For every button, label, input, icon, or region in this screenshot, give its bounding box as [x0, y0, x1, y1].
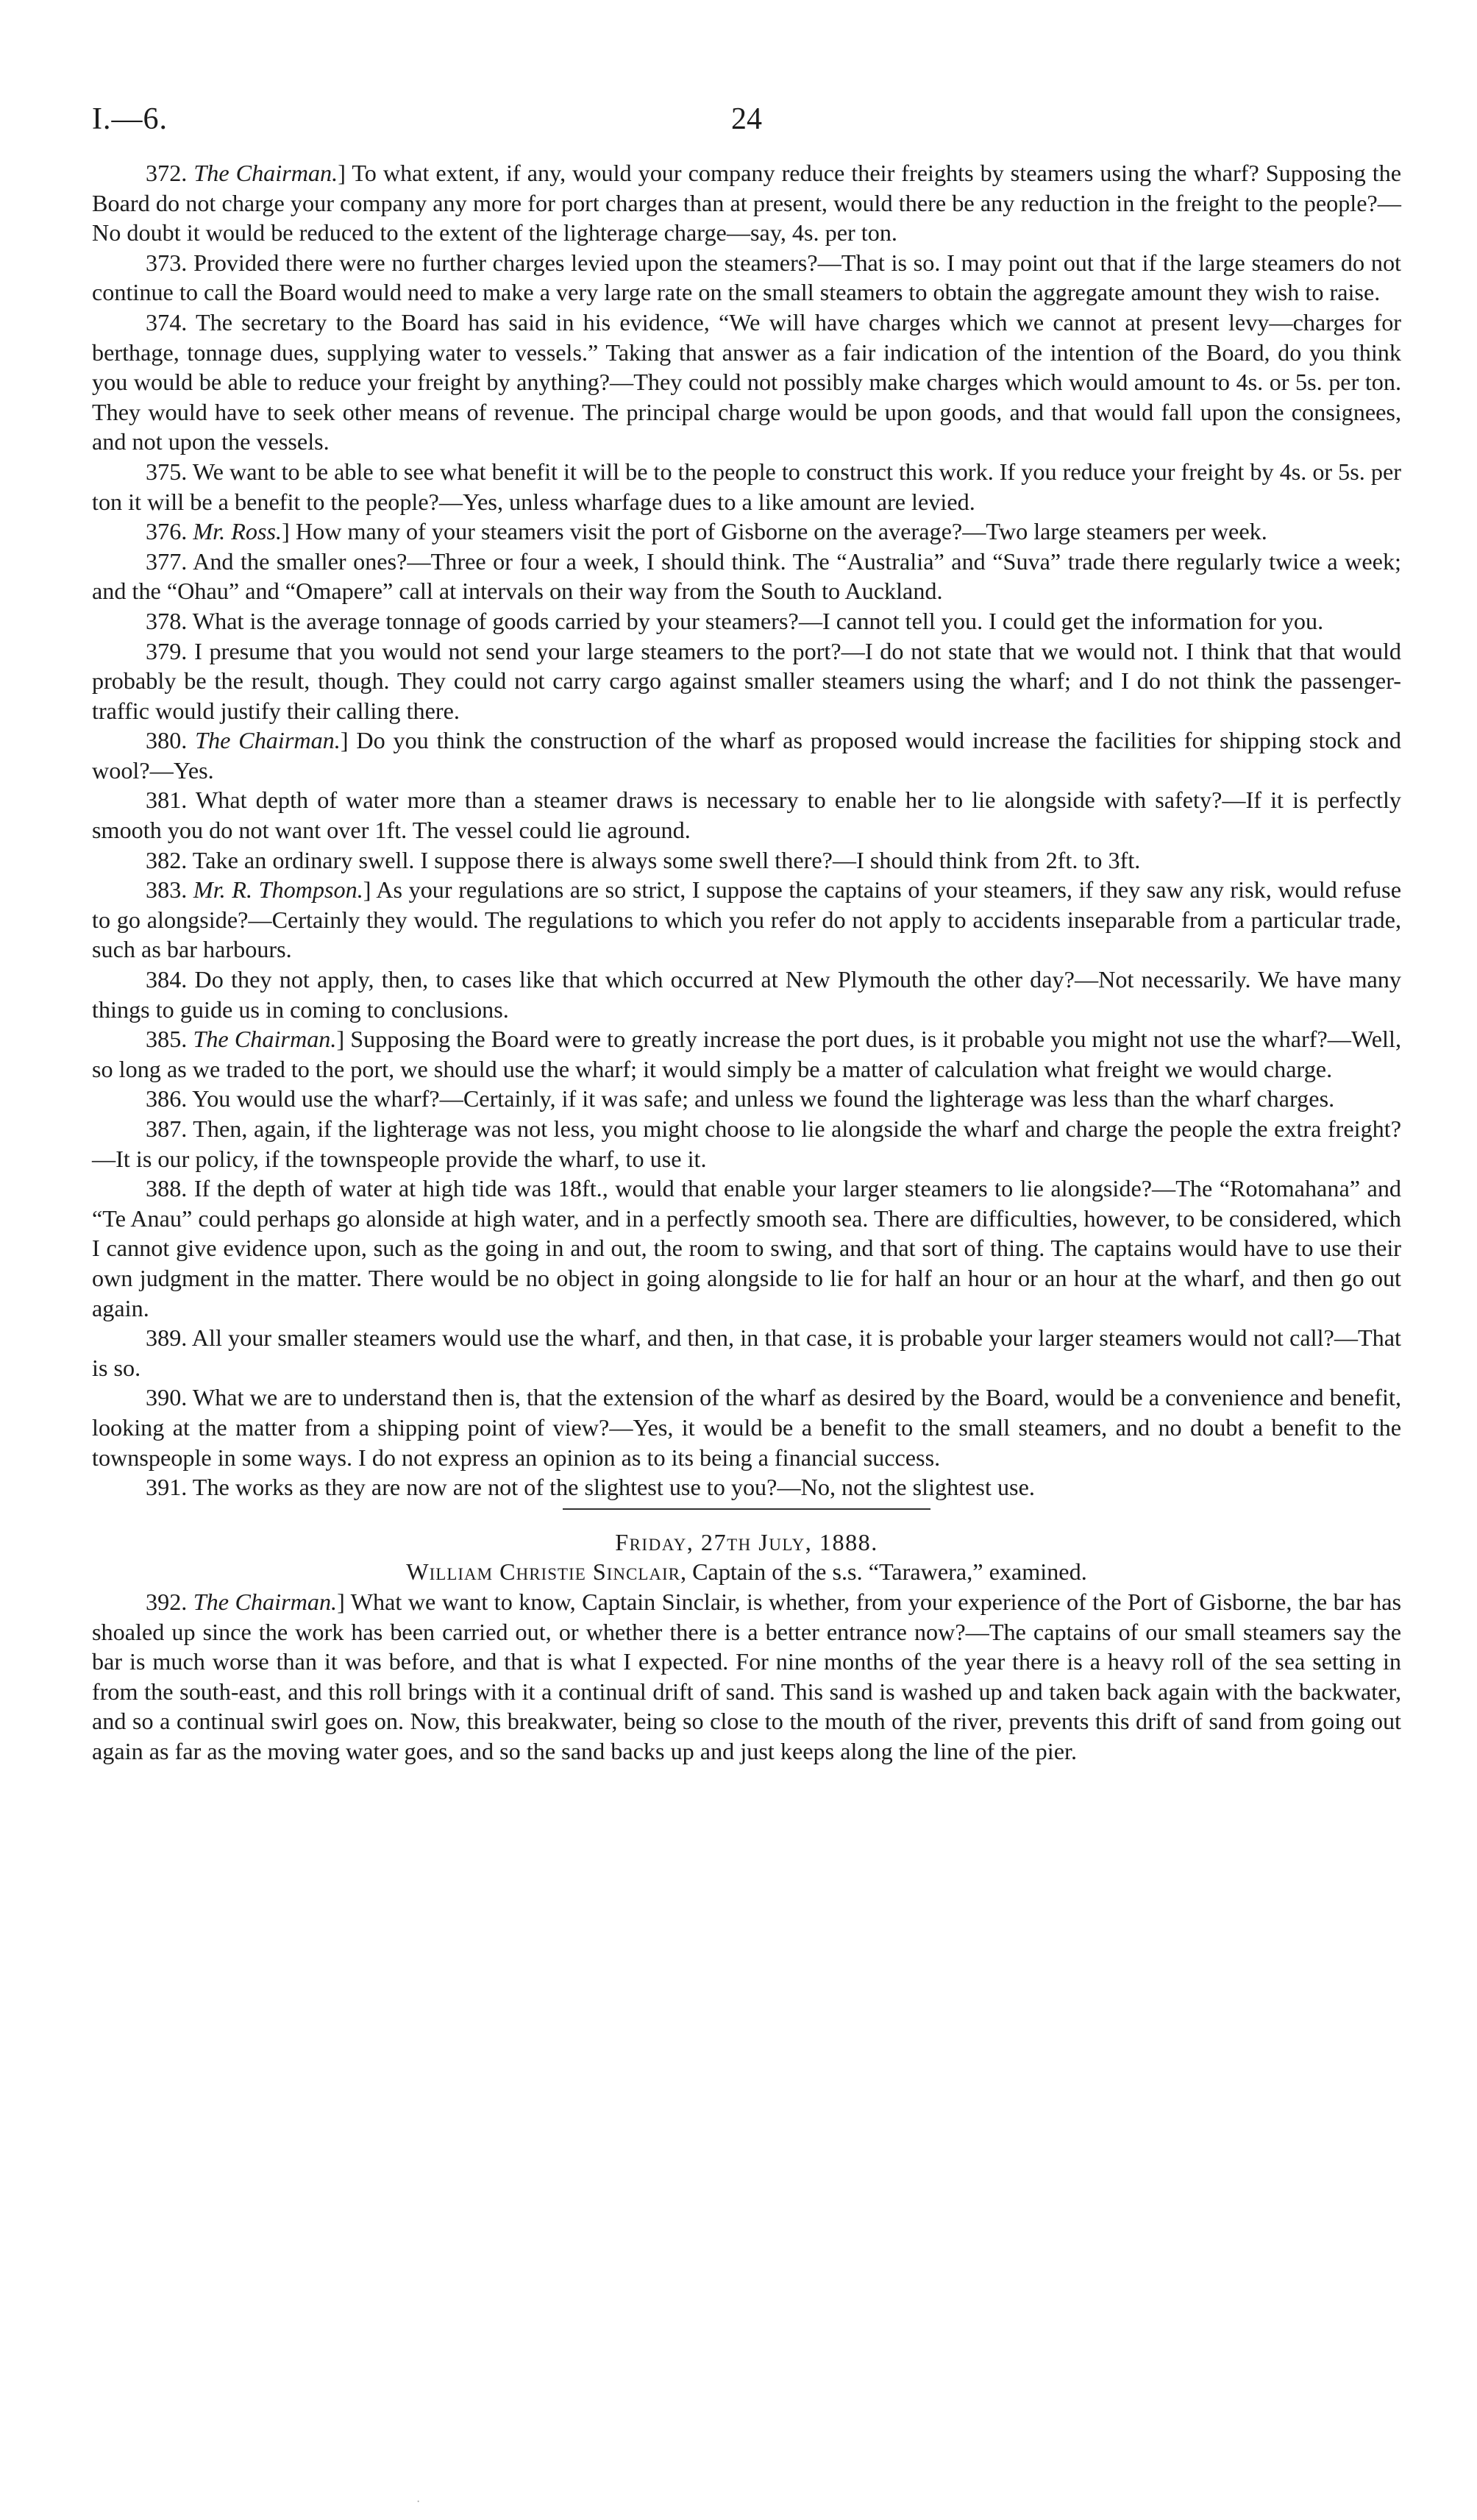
paragraph-number: 382.: [146, 846, 188, 873]
evidence-paragraph: [92, 457, 1401, 517]
evidence-paragraph: 385. The Chairman.] Supposing the Board were to greatly increase the port dues, is it probable you might not use the wharf?—Well, so long as we traded to the port, we should use the wharf; it would simply be a matter of calculation what freight we would charge.: [92, 1026, 1401, 1082]
paragraph-number: 372.: [146, 160, 188, 186]
paragraph-number: 392.: [146, 1588, 188, 1615]
paragraph-number: 388.: [146, 1175, 188, 1202]
paragraph-text: The secretary to the Board has said in his evidence, “We will have charges which we cannot at present levy—charges for berthage, tonnage dues, supplying water to vessels.” Taking that answer as a fair indication of the intention of the Board, do you think you would be able to reduce your freight by anything?—They could not possibly make charges which would amount to 4s. or 5s. per ton. They would have to seek other means of revenue. The principal charge would be upon goods, and that would fall upon the consignees, and not upon the vessels.: [92, 308, 1402, 455]
evidence-paragraph: [92, 785, 1401, 845]
paragraph-text: How many of your steamers visit the port of Gisborne on the average?—Two large steamers per week.: [295, 518, 1267, 545]
paragraph-number: 385.: [146, 1026, 188, 1053]
paragraph-text: We want to be able to see what benefit it will be to the people to construct this work. If you reduce your freight by 4s. or 5s. per ton it will be a benefit to the people?—Yes, unless wharfage dues to a like amount are levied.: [92, 458, 1402, 515]
speaker-label: The Chairman.: [193, 1026, 337, 1053]
paragraph-text: All your smaller steamers would use the wharf, and then, in that case, it is probable your larger steamers would not call?—That is so.: [92, 1324, 1401, 1381]
witness-name: William Christie Sinclair: [406, 1558, 680, 1586]
paragraph-number: 381.: [146, 787, 188, 814]
paragraph-number: 384.: [146, 966, 188, 993]
paragraph-number: 386.: [146, 1085, 188, 1112]
witness-description: , Captain of the s.s. “Tarawera,” examined.: [680, 1558, 1087, 1586]
evidence-paragraph: [92, 1472, 1401, 1502]
final-paragraph: 392. The Chairman.] What we want to know, Captain Sinclair, is whether, from your experience of the Port of Gisborne, the bar has shoaled up since the work has been carried out, or whether there is a better entrance now?—The captains of our small steamers say the bar is much worse than it was before, and that is what I expected. For nine months of the year there is a heavy roll of the sea setting in from the south-east, and this roll brings with it a continual drift of sand. This sand is washed up and taken back again with the backwater, and so a continual swirl goes on. Now, this breakwater, being so close to the mouth of the river, prevents this drift of sand from going out again as far as the moving water goes, and so the sand backs up and just keeps along the line of the pier.: [92, 1588, 1402, 1764]
paragraph-number: 374.: [146, 308, 188, 336]
session-date: Friday, 27th July, 1888.: [615, 1528, 878, 1555]
paragraph-number: 376.: [146, 518, 188, 545]
paragraph-text: Supposing the Board were to greatly increase the port dues, is it probable you might not use the wharf?—Well, so long as we traded to the port, we should use the wharf; it would simply be a matter of calculation what freight we would charge.: [92, 1026, 1401, 1082]
paragraph-text: I presume that you would not send your large steamers to the port?—I do not state that we would not. I think that that would probably be the result, though. They could not carry cargo against smaller steamers using the wharf; and I do not think the passenger-traffic would justify their calling there.: [92, 637, 1402, 724]
paragraph-text: The works as they are now are not of the slightest use to you?—No, not the slightest use.: [192, 1474, 1035, 1501]
paragraph-number: 378.: [146, 607, 188, 634]
paragraph-number: 391.: [146, 1474, 188, 1501]
paragraph-text: Take an ordinary swell. I suppose there is always some swell there?—I should think from 2ft. to 3ft.: [192, 846, 1141, 873]
paragraph-number: 390.: [146, 1384, 188, 1411]
scan-mark: ·: [416, 2496, 421, 2508]
paragraph-text: Provided there were no further charges levied upon the steamers?—That is so. I may point out that if the large steamers do not continue to call the Board would need to make a very large rate on the small steamers to obtain the aggregate amount they wish to raise.: [92, 249, 1401, 306]
evidence-paragraph: [92, 1174, 1401, 1323]
page-number: 24: [731, 102, 762, 136]
evidence-paragraph: 380. The Chairman.] Do you think the construction of the wharf as proposed would increase the facilities for shipping stock and wool?—Yes.: [92, 727, 1402, 784]
paragraph-text: As your regulations are so strict, I suppose the captains of your steamers, if they saw any risk, would refuse to go alongside?—Certainly they would. The regulations to which you refer do not apply to accidents inseparable from a particular trade, such as bar harbours.: [92, 876, 1401, 963]
paragraph-text: What we want to know, Captain Sinclair, is whether, from your experience of the Port of Gisborne, the bar has shoaled up since the work has been carried out, or whether there is a better entrance now?—The captains of our small steamers say the bar is much worse than it was before, and that is what I expected. For nine months of the year there is a heavy roll of the sea setting in from the south-east, and this roll brings with it a continual drift of sand. This sand is washed up and taken back again with the backwater, and so a continual swirl goes on. Now, this breakwater, being so close to the mouth of the river, prevents this drift of sand from going out again as far as the moving water goes, and so the sand backs up and just keeps along the line of the pier.: [92, 1588, 1402, 1764]
paragraph-number: 377.: [146, 547, 188, 575]
paragraph-number: 383.: [146, 876, 188, 904]
evidence-paragraph: 376. Mr. Ross.] How many of your steamers visit the port of Gisborne on the average?—Two large steamers per week.: [146, 518, 1267, 545]
paragraph-number: 379.: [146, 637, 188, 664]
evidence-paragraph: [92, 965, 1401, 1024]
paragraph-text: You would use the wharf?—Certainly, if it was safe; and unless we found the lighterage was less than the wharf charges.: [192, 1085, 1335, 1112]
paragraph-number: 387.: [146, 1115, 188, 1142]
paragraph-text: What we are to understand then is, that the extension of the wharf as desired by the Board, would be a convenience and benefit, looking at the matter from a shipping point of view?—Yes, it would be a benefit to the small steamers, and no doubt a benefit to the townspeople in some ways. I do not express an opinion as to its being a financial success.: [92, 1384, 1401, 1471]
speaker-label: Mr. Ross.: [193, 518, 282, 545]
paragraph-number: 380.: [146, 727, 188, 754]
evidence-paragraph: [92, 248, 1401, 308]
paragraph-number: 375.: [146, 458, 188, 485]
paragraph-text: Do you think the construction of the wharf as proposed would increase the facilities for shipping stock and wool?—Yes.: [92, 727, 1402, 784]
speaker-label: Mr. R. Thompson.: [193, 876, 363, 904]
speaker-label: The Chairman.: [195, 727, 341, 754]
evidence-paragraph: [92, 308, 1401, 457]
paragraph-text: What is the average tonnage of goods carried by your steamers?—I cannot tell you. I could get the information for you.: [192, 607, 1324, 634]
evidence-paragraph: [92, 1383, 1401, 1472]
paragraph-text: And the smaller ones?—Three or four a week, I should think. The “Australia” and “Suva” trade there regularly twice a week; and the “Ohau” and “Omapere” call at intervals on their way from the South to Auckland.: [92, 547, 1401, 605]
witness-heading: [92, 1557, 1401, 1587]
page-header: [92, 102, 1401, 153]
document-body: [92, 158, 1401, 1766]
paragraph-text: Do they not apply, then, to cases like that which occurred at New Plymouth the other day?—Not necessarily. We have many things to guide us in coming to conclusions.: [92, 966, 1401, 1023]
evidence-paragraph: [92, 547, 1401, 606]
evidence-paragraph: [92, 1084, 1401, 1114]
evidence-paragraph: 372. The Chairman.] To what extent, if any, would your company reduce their freights by steamers using the wharf? Supposing the Board do not charge your company any more for port charges than at present, would there be any reduction in the freight to the people?—No doubt it would be reduced to the extent of the lighterage charge—say, 4s. per ton.: [92, 160, 1402, 246]
evidence-paragraph: [92, 1323, 1401, 1383]
speaker-label: The Chairman.: [193, 1588, 338, 1615]
paragraph-text: What depth of water more than a steamer draws is necessary to enable her to lie alongside with safety?—If it is perfectly smooth you do not want over 1ft. The vessel could lie aground.: [92, 787, 1401, 844]
speaker-label: The Chairman.: [193, 160, 338, 186]
paragraph-text: If the depth of water at high tide was 18ft., would that enable your larger steamers to lie alongside?—The “Rotomahana” and “Te Anau” could perhaps go alonside at high water, and in a perfectly smooth sea. There are difficulties, however, to be considered, which I cannot give evidence upon, such as the going in and out, the room to swing, and that sort of thing. The captains would have to use their own judgment in the matter. There would be no object in going alongside to lie for half an hour or an hour at the wharf, and then go out again.: [92, 1175, 1402, 1321]
section-divider: [563, 1508, 930, 1510]
paragraph-text: Then, again, if the lighterage was not less, you might choose to lie alongside the wharf and charge the people the extra freight?—It is our policy, if the townspeople provide the wharf, to use it.: [92, 1115, 1401, 1172]
evidence-paragraphs: [92, 158, 1401, 1502]
paragraph-text: To what extent, if any, would your company reduce their freights by steamers using the wharf? Supposing the Board do not charge your company any more for port charges than at present, would there be any reduction in the freight to the people?—No doubt it would be reduced to the extent of the lighterage charge—say, 4s. per ton.: [92, 160, 1402, 246]
evidence-paragraph: [92, 1114, 1401, 1174]
evidence-paragraph: 383. Mr. R. Thompson.] As your regulations are so strict, I suppose the captains of your steamers, if they saw any risk, would refuse to go alongside?—Certainly they would. The regulations to which you refer do not apply to accidents inseparable from a particular trade, such as bar harbours.: [92, 876, 1401, 963]
paragraph-number: 373.: [146, 249, 188, 276]
evidence-paragraph: [92, 606, 1401, 636]
paragraph-number: 389.: [146, 1324, 188, 1352]
evidence-paragraph: [92, 636, 1401, 726]
document-reference: I.—6.: [92, 102, 168, 136]
evidence-paragraph: [92, 845, 1401, 876]
